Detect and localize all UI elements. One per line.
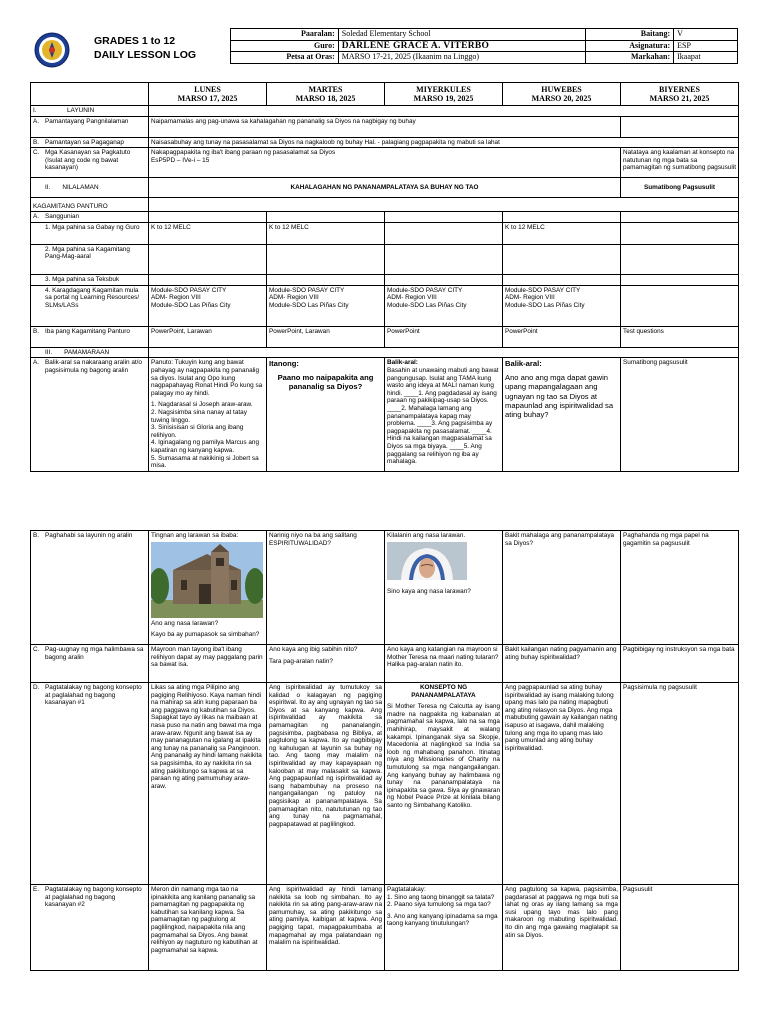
karagdagang-wed: Module-SDO PASAY CITY ADM- Region VIII Module-SDO Las Piñas City	[385, 285, 503, 326]
pag-uugnay-fri: Pagbibigay ng instruksyon sa mga bata	[621, 645, 739, 683]
day-header-wed: MIYERKULES MARSO 19, 2025	[385, 83, 503, 106]
quarter-value: Ikaapat	[674, 52, 738, 64]
title-line-2: DAILY LESSON LOG	[94, 49, 197, 61]
info-row-teacher	[231, 40, 738, 52]
karagdagang-mon: Module-SDO PASAY CITY ADM- Region VIII Module-SDO Las Piñas City	[149, 285, 267, 326]
nilalaman-text: KAHALAGAHAN NG PANANAMPALATAYA SA BUHAY NG TAO	[149, 178, 621, 198]
day-header-tue: MARTES MARSO 18, 2025	[267, 83, 385, 106]
row-paghahabi: B. Paghahabi sa layunin ng aralin Tingnan ang larawan sa ibaba: Ano ang nasa larawan? Kayo ba ay pumapasok sa simbahan? Narinig niyo na ba ang salitang ESPIRITUWALIDAD? Kilalanin ang nasa larawan. Sino kaya ang nasa larawan? Bakit mahalaga ang pananampalataya sa Diyos? Paghahanda ng mga papel na gagamitin sa pagsusulit	[31, 531, 739, 645]
lesson-log-header	[30, 28, 738, 72]
paghahabi-fri: Paghahanda ng mga papel na gagamitin sa pagsusulit	[621, 531, 739, 645]
row-pagtatalakay-2: E. Pagtatalakay ng bagong konsepto at paglalahad ng bagong kasanayan #2 Meron din namang mga tao na ipinakikita ang kanilang pananalig sa pamamagitan ng pagpapakita ng kabutihan sa kanilang kapwa. Sa pamamagitan ng pagtulong at paglilingkod, naipapakita nila ang pagmamahal sa Diyos. Ang bawat relihiyon ay nagtuturo ng kabutihan at pagmamahal sa kapwa. Ang ispiritwalidad ay hindi lamang nakikita sa loob ng simbahan. Ito ay nakikita rin sa ating pang-araw-araw na pamumuhay, sa ating pakikitungo sa ating pamilya, kaibigan at kapwa. Ang pagiging tapat, mapagpakumbaba at mapagmahal ay mga palatandaan ng malalim na ispiritwalidad. Pagtatalakay: 1. Sino ang taong binanggit sa talata? 2. Paano siya tumulong sa mga tao? 3. Ano ang kanyang ipinadama sa mga taong kanyang tinutulungan? Ang pagtulong sa kapwa, pagsisimba, pagdarasal at paggawa ng mga buti sa lahat ng oras ay ilang lamang sa mga susi upang tayo mas lalo pang makaroon ng mabuting ispiritwalidad. Ito din ang mga gawaing maglalapit sa atin sa Diyos. Pagsusulit	[31, 885, 739, 971]
day-header-row	[31, 83, 739, 106]
pagtatalakay1-wed: KONSEPTO NG PANANAMPALATAYA Si Mother Teresa ng Calcutta ay isang madre na nagpakita ng kabanalan at pagmamahal sa kapwa, lalo na sa mga mahihirap, maysakit at walang kakampi. Ipinanganak siya sa Skopje, Macedonia at naglingkod sa India sa loob ng mahabang panahon. Itinatag niya ang Missionaries of Charity na tumutulong sa mga nangangailangan. Ang kanyang buhay ay halimbawa ng tunay na pananampalataya na ipinapakita sa gawa. Siya ay ginawaran ng Nobel Peace Prize at kinilala bilang santo ng Simbahang Katoliko.	[385, 683, 503, 885]
pamantayang-text: Naipamamalas ang pag-unawa sa kahalagahan ng pananalig sa Diyos na nagbigay ng buhay	[149, 116, 621, 137]
date-label: Petsa at Oras:	[231, 52, 339, 64]
quarter-label: Markahan:	[586, 52, 674, 64]
row-teksbuk: 3. Mga pahina sa Teksbuk	[31, 274, 739, 285]
lesson-table-part-1	[30, 82, 739, 472]
karagdagang-thu: Module-SDO PASAY CITY ADM- Region VIII Module-SDO Las Piñas City	[503, 285, 621, 326]
paghahabi-thu: Bakit mahalaga ang pananampalataya sa Diyos?	[503, 531, 621, 645]
row-pagtatalakay-1: D. Pagtatalakay ng bagong konsepto at paglalahad ng bagong kasanayan #1 Likas sa ating mga Pilipino ang pagiging Relihiyoso. Kaya naman hindi na mahirap sa atin kung paparaan ba ang paggawa ng kabutihan sa Diyos. Sapagkat tayo ay likas na maibaan at nasa puso na natin ang bawat ma mga araw-araw. Ngunit ang bawat isa ay may pananagutan na igalang at ipakita ang tunay na pananalig sa Panginoon. Ang pananalig ay hindi lamang nakikita sa pagsisimba, ito ay nakikita rin sa ating pakikitungo sa kapwa at sa paraan ng ating pamumuhay araw-araw. Ang ispiritwalidad ay tumutukoy sa kalidad o kalagayan ng pagiging espiritwal. Ito ay ang ugnayan ng tao sa Diyos at sa kanyang kapwa. Ang ispiritwalidad ay makikita sa pamamagitan ng pananalangin, pagsisimba, pagbabasa ng Bibliya, at pagtulong sa kapwa. Ito ay nagbibigay ng kahulugan at layunin sa buhay ng tao. Ang taong may malalim na ispiritwalidad ay may kapayapaan ng kalooban at may malasakit sa kapwa. Ang pagpapaunlad ng ispiritwalidad ay isang habambuhay na proseso na nangangailangan ng patuloy na pagsisikap at pananampalataya. Sa pamamagitan nito, natututunan ng tao ang tunay na pagmamahal, pagpapatawad at paglilingkod. KONSEPTO NG PANANAMPALATAYA Si Mother Teresa ng Calcutta ay isang madre na nagpakita ng kabanalan at pagmamahal sa kapwa, lalo na sa mga mahihirap, maysakit at walang kakampi. Ipinanganak siya sa Skopje, Macedonia at naglingkod sa India sa loob ng mahabang panahon. Itinatag niya ang Missionaries of Charity na tumutulong sa mga nangangailangan. Ang kanyang buhay ay halimbawa ng tunay na pananampalataya na ipinapakita sa gawa. Siya ay ginawaran ng Nobel Peace Prize at kinilala bilang santo ng Simbahang Katoliko. Ang pagpapaunlad sa ating buhay ispiritwalidad ay isang malaking tulong upang mas lalo pa nating mapagbuti ang ating relasyon sa Diyos. Ang mga mabubuting gawain ay kailangan nating isapuso at isagawa, dahil malaking tulong ang mga ito upang mas lalo pang umunlad ang ating buhay ispiritwalidad. Pagsisimula ng pagsusulit	[31, 683, 739, 885]
paghahabi-wed: Kilalanin ang nasa larawan. Sino kaya ang nasa larawan?	[385, 531, 503, 645]
deped-seal-icon	[34, 32, 70, 68]
row-balik-aral: A. Balik-aral sa nakaraang aralin at/o pagsisimula ng bagong aralin Panuto: Tukuyin kung ang bawat pahayag ay nagpapakita ng pananalig sa diyos. Isulat ang Opo kung nagpapahayag Ronat Hindi Po kung sa palagay mo ay hindi. 1. Nagdarasal si Joseph araw-araw. 2. Nagsisimba sina nanay at tatay tuwing linggo. 3. Sinisisisan si Gloria ang ibang relihiyon. 4. Iginagalang ng pamilya Marcus ang kapatiran ng kanyang kapwa. 5. Sumasama at nakikinig si Jobert sa misa. Itanong: Paano mo naipapakita ang pananalig sa Diyos? Balik-aral: Basahin at unawaing mabuti ang bawat pangungusap. Isulat ang TAMA kung wasto ang ideya at MALI naman kung hindi. ____1. Ang pagdadasal ay isang paraan ng pakikipag-usap sa Diyos. ____2. Mahalaga lamang ang pananampalataya kapag may problema. ____3. Ang pagsisimba ay pagpapakita ng pasasalamat. ____4. Hindi na kailangan magpasalamat sa Diyos sa mga biyaya. ____5. Ang paggalang sa relihiyon ng iba ay mahalaga. Balik-aral: Ano ano ang mga dapat gawin upang mapangalagaan ang ugnayan ng tao sa Diyos at mapaunlad ang ispiritwalidad sa ating buhay? Sumatibong pagsusulit	[31, 358, 739, 471]
pagtatalakay2-fri: Pagsusulit	[621, 885, 739, 971]
karagdagang-tue: Module-SDO PASAY CITY ADM- Region VIII Module-SDO Las Piñas City	[267, 285, 385, 326]
pagtatalakay1-mon: Likas sa ating mga Pilipino ang pagiging Relihiyoso. Kaya naman hindi na mahirap sa atin kung paparaan ba ang paggawa ng kabutihan sa Diyos. Sapagkat tayo ay likas na maibaan at nasa puso na natin ang bawat ma mga araw-araw. Ngunit ang bawat isa ay may pananagutan na igalang at ipakita ang tunay na pananalig sa Panginoon. Ang pananalig ay hindi lamang nakikita sa pagsisimba, ito ay nakikita rin sa ating pakikitungo sa kapwa at sa paraan ng ating pamumuhay araw-araw.	[149, 683, 267, 885]
pag-uugnay-thu: Bakit kailangan nating pagyamanin ang ating buhay ispiritwalidad?	[503, 645, 621, 683]
date-value: MARSO 17-21, 2025 (Ikaanim na Linggo)	[338, 52, 586, 64]
grade-label: Baitang:	[586, 29, 674, 41]
pagtatalakay2-tue: Ang ispiritwalidad ay hindi lamang nakikita sa loob ng simbahan. Ito ay nakikita rin sa ating pang-araw-araw na pamumuhay, sa ating pakikitungo sa ating pamilya, kaibigan at kapwa. Ang pagiging tapat, mapagpakumbaba at mapagmahal ay mga palatandaan ng malalim na ispiritwalidad.	[267, 885, 385, 971]
day-header-fri: BIYERNES MARSO 21, 2025	[621, 83, 739, 106]
row-pamantayang-pangnilalaman: A. Pamantayang Pangnilalaman Naipamamalas ang pag-unawa sa kahalagahan ng pananalig sa Diyos na nagbigay ng buhay	[31, 116, 739, 137]
nilalaman-friday: Sumatibong Pagsusulit	[621, 178, 739, 198]
balik-aral-thu: Balik-aral: Ano ano ang mga dapat gawin upang mapangalagaan ang ugnayan ng tao sa Diyos at mapaunlad ang ispiritwalidad sa ating buhay?	[503, 358, 621, 471]
teacher-value: DARLENE GRACE A. VITERBO	[338, 40, 586, 52]
section-pamamaraan: III. PAMAMARAAN	[31, 347, 739, 358]
title-line-1: GRADES 1 to 12	[94, 35, 176, 47]
row-kasanayan: C. Mga Kasanayan sa Pagkatuto (Isulat ang code ng bawat kasanayan) Nakapagpapakita ng iba't ibang paraan ng pasasalamat sa Diyos EsP5PD – IVe-i – 15 Natataya ang kaalaman at konsepto na natutunan ng mga bata sa pamamagitan ng sumatibong pagsusulit	[31, 148, 739, 178]
pagtatalakay1-thu: Ang pagpapaunlad sa ating buhay ispiritwalidad ay isang malaking tulong upang mas lalo pa nating mapagbuti ang ating relasyon sa Diyos. Ang mga mabubuting gawain ay kailangan nating isapuso at isagawa, dahil malaking tulong ang mga ito upang mas lalo pang umunlad ang ating buhay ispiritwalidad.	[503, 683, 621, 885]
row-karagdagang-kagamitan: 4. Karagdagang Kagamitan mula sa portal ng Learning Resources/ SLMs/LASs Module-SDO PASAY CITY ADM- Region VIII Module-SDO Las Piñas City Module-SDO PASAY CITY ADM- Region VIII Module-SDO Las Piñas City Module-SDO PASAY CITY ADM- Region VIII Module-SDO Las Piñas City Module-SDO PASAY CITY ADM- Region VIII Module-SDO Las Piñas City	[31, 285, 739, 326]
log-title	[94, 34, 196, 62]
grade-value: V	[674, 29, 738, 41]
pagtatalakay1-tue: Ang ispiritwalidad ay tumutukoy sa kalidad o kalagayan ng pagiging espiritwal. Ito ay ang ugnayan ng tao sa Diyos at sa kanyang kapwa. Ang ispiritwalidad ay makikita sa pamamagitan ng pananalangin, pagsisimba, pagbabasa ng Bibliya, at pagtulong sa kapwa. Ito ay nagbibigay ng kahulugan at layunin sa buhay ng tao. Ang taong may malalim na ispiritwalidad ay may kapayapaan ng kalooban at may malasakit sa kapwa. Ang pagpapaunlad ng ispiritwalidad ay isang habambuhay na proseso na nangangailangan ng patuloy na pagsisikap at pananampalataya. Sa pamamagitan nito, natututunan ng tao ang tunay na pagmamahal, pagpapatawad at paglilingkod.	[267, 683, 385, 885]
day-header-mon: LUNES MARSO 17, 2025	[149, 83, 267, 106]
school-label: Paaralan:	[231, 29, 339, 41]
row-pamantayan-pagganap: B. Pamantayan sa Pagaganap Naisasabuhay ang tunay na pasasalamat sa Diyos na nagkaloob ng buhay Hal. - palagiang pagpapakita ng mabuti sa lahat	[31, 137, 739, 148]
teacher-label: Guro:	[231, 40, 339, 52]
row-kagamitang-mag-aaral: 2. Mga pahina sa Kagamitang Pang-Mag-aaral	[31, 244, 739, 274]
row-gabay-ng-guro: 1. Mga pahina sa Gabay ng Guro K to 12 MELC K to 12 MELC K to 12 MELC	[31, 222, 739, 244]
info-row-school	[231, 29, 738, 41]
balik-aral-tue: Itanong: Paano mo naipapakita ang pananalig sa Diyos?	[267, 358, 385, 471]
balik-aral-wed: Balik-aral: Basahin at unawaing mabuti ang bawat pangungusap. Isulat ang TAMA kung wasto ang ideya at MALI naman kung hindi. ____1. Ang pagdadasal ay isang paraan ng pakikipag-usap sa Diyos. ____2. Mahalaga lamang ang pananampalataya kapag may problema. ____3. Ang pagsisimba ay pagpapakita ng pasasalamat. ____4. Hindi na kailangan magpasalamat sa Diyos sa mga biyaya. ____5. Ang paggalang sa relihiyon ng iba ay mahalaga.	[385, 358, 503, 471]
pag-uugnay-mon: Mayroon man tayong iba't ibang relihiyon dapat ay may paggalang parin sa bawat isa.	[149, 645, 267, 683]
kasanayan-text: Nakapagpapakita ng iba't ibang paraan ng pasasalamat sa Diyos EsP5PD – IVe-i – 15	[149, 148, 621, 178]
pag-uugnay-wed: Ano kaya ang katangian na mayroon si Mother Teresa na maari nating tularan? Halika pag-aralan natin ito.	[385, 645, 503, 683]
lesson-table-part-2	[30, 530, 739, 971]
pagtatalakay2-thu: Ang pagtulong sa kapwa, pagsisimba, pagdarasal at paggawa ng mga buti sa lahat ng oras ay ilang lamang sa mga susi upang tayo mas lalo pang makaroon ng mabuting ispiritwalidad. Ito din ang mga gawaing maglalapit sa atin sa Diyos.	[503, 885, 621, 971]
pagtatalakay1-fri: Pagsisimula ng pagsusulit	[621, 683, 739, 885]
pagganap-text: Naisasabuhay ang tunay na pasasalamat sa Diyos na nagkaloob ng buhay Hal. - palagiang pagpapakita ng mabuti sa lahat	[149, 137, 739, 148]
corner-cell	[31, 83, 149, 106]
kasanayan-friday: Natataya ang kaalaman at konsepto na natutunan ng mga bata sa pamamagitan ng sumatibong pagsusulit	[621, 148, 739, 178]
pagtatalakay2-wed: Pagtatalakay: 1. Sino ang taong binanggit sa talata? 2. Paano siya tumulong sa mga tao? 3. Ano ang kanyang ipinadama sa mga taong kanyang tinutulungan?	[385, 885, 503, 971]
subject-label: Asignatura:	[586, 40, 674, 52]
mother-teresa-picture	[387, 542, 467, 580]
section-layunin: I. LAYUNIN	[31, 106, 739, 117]
balik-aral-mon: Panuto: Tukuyin kung ang bawat pahayag ay nagpapakita ng pananalig sa diyos. Isulat ang Opo kung nagpapahayag Ronat Hindi Po kung sa palagay mo ay hindi. 1. Nagdarasal si Joseph araw-araw. 2. Nagsisimba sina nanay at tatay tuwing linggo. 3. Sinisisisan si Gloria ang ibang relihiyon. 4. Iginagalang ng pamilya Marcus ang kapatiran ng kanyang kapwa. 5. Sumasama at nakikinig si Jobert sa misa.	[149, 358, 267, 471]
day-header-thu: HUWEBES MARSO 20, 2025	[503, 83, 621, 106]
paghahabi-mon: Tingnan ang larawan sa ibaba: Ano ang nasa larawan? Kayo ba ay pumapasok sa simbahan?	[149, 531, 267, 645]
pag-uugnay-tue: Ano kaya ang ibig sabihin nito? Tara pag-aralan natin?	[267, 645, 385, 683]
info-row-date	[231, 52, 738, 64]
subject-value: ESP	[674, 40, 738, 52]
balik-aral-fri: Sumatibong pagsusulit	[621, 358, 739, 471]
church-picture	[151, 542, 263, 618]
row-kagamitang-panturo: KAGAMITANG PANTURO	[31, 198, 739, 212]
school-value: Soledad Elementary School	[338, 29, 586, 41]
pagtatalakay2-mon: Meron din namang mga tao na ipinakikita ang kanilang pananalig sa pamamagitan ng pagpapakita ng kabutihan sa kanilang kapwa. Sa pamamagitan ng pagtulong at paglilingkod, naipapakita nila ang pagmamahal sa Diyos. Ang bawat relihiyon ay nagtuturo ng kabutihan at pagmamahal sa kapwa.	[149, 885, 267, 971]
row-nilalaman: II. NILALAMAN KAHALAGAHAN NG PANANAMPALATAYA SA BUHAY NG TAO Sumatibong Pagsusulit	[31, 178, 739, 198]
row-iba-pang-kagamitan: B. Iba pang Kagamitang Panturo PowerPoint, Larawan PowerPoint, Larawan PowerPoint PowerPoint Test questions	[31, 326, 739, 347]
paghahabi-tue: Narinig niyo na ba ang salitang ESPIRITUWALIDAD?	[267, 531, 385, 645]
header-info-table	[230, 28, 738, 64]
row-sanggunian: A. Sanggunian	[31, 212, 739, 223]
row-pag-uugnay: C. Pag-uugnay ng mga halimbawa sa bagong aralin Mayroon man tayong iba't ibang relihiyon dapat ay may paggalang parin sa bawat isa. Ano kaya ang ibig sabihin nito? Tara pag-aralan natin? Ano kaya ang katangian na mayroon si Mother Teresa na maari nating tularan? Halika pag-aralan natin ito. Bakit kailangan nating pagyamanin ang ating buhay ispiritwalidad? Pagbibigay ng instruksyon sa mga bata	[31, 645, 739, 683]
